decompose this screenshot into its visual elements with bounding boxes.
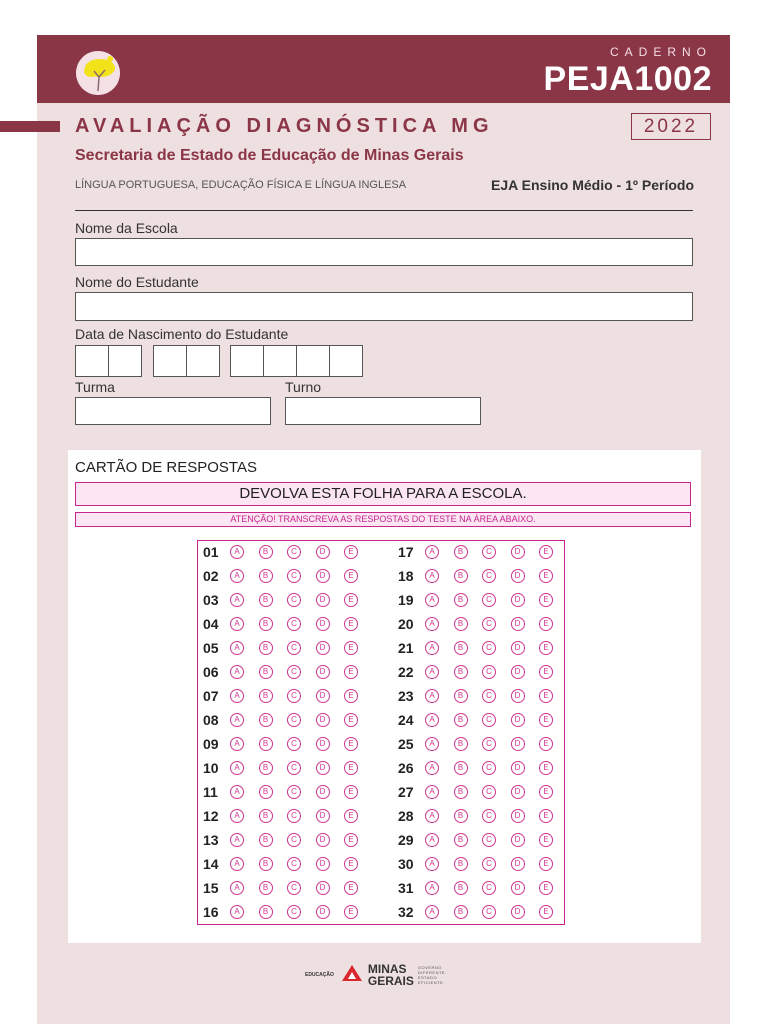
answer-bubble[interactable]: B: [259, 545, 273, 559]
answer-bubble[interactable]: D: [316, 809, 330, 823]
page-subtitle: Secretaria de Estado de Educação de Minas Gerais: [75, 147, 464, 164]
answer-bubble[interactable]: A: [425, 545, 439, 559]
question-number: 20: [398, 616, 414, 632]
answer-bubble[interactable]: D: [316, 593, 330, 607]
answer-bubble[interactable]: B: [454, 785, 468, 799]
answer-bubble[interactable]: A: [230, 665, 244, 679]
question-number: 10: [203, 760, 219, 776]
question-number: 28: [398, 808, 414, 824]
answer-bubble[interactable]: D: [316, 785, 330, 799]
answer-bubble[interactable]: B: [259, 905, 273, 919]
answer-bubble[interactable]: E: [344, 593, 358, 607]
answer-bubble[interactable]: E: [539, 545, 553, 559]
date-digit-box[interactable]: [230, 345, 264, 377]
answer-bubble[interactable]: D: [511, 833, 525, 847]
answer-bubble[interactable]: B: [259, 881, 273, 895]
question-number: 12: [203, 808, 219, 824]
answer-bubble[interactable]: D: [511, 857, 525, 871]
answer-bubble[interactable]: E: [539, 641, 553, 655]
answer-bubble[interactable]: C: [482, 569, 496, 583]
answer-bubble[interactable]: C: [287, 833, 301, 847]
answer-bubble[interactable]: E: [344, 641, 358, 655]
question-number: 02: [203, 568, 219, 584]
answer-row: [398, 684, 568, 708]
answer-bubble[interactable]: B: [259, 761, 273, 775]
answer-bubble[interactable]: D: [511, 881, 525, 895]
answer-bubble[interactable]: D: [511, 569, 525, 583]
answer-bubble[interactable]: A: [425, 569, 439, 583]
answer-bubble[interactable]: B: [454, 761, 468, 775]
answer-bubble[interactable]: D: [511, 737, 525, 751]
answer-bubble[interactable]: E: [539, 713, 553, 727]
answer-bubble[interactable]: D: [511, 617, 525, 631]
answer-row: [203, 756, 373, 780]
answer-bubble[interactable]: C: [287, 665, 301, 679]
question-number: 17: [398, 544, 414, 560]
answer-row: [398, 852, 568, 876]
answer-bubble[interactable]: D: [511, 905, 525, 919]
date-digit-box[interactable]: [263, 345, 297, 377]
question-number: 29: [398, 832, 414, 848]
answer-bubble[interactable]: C: [287, 545, 301, 559]
answer-bubble[interactable]: D: [511, 761, 525, 775]
course-level: EJA Ensino Médio - 1º Período: [491, 177, 694, 193]
question-number: 18: [398, 568, 414, 584]
answer-bubble[interactable]: D: [511, 785, 525, 799]
answer-bubble[interactable]: A: [230, 881, 244, 895]
answer-bubble[interactable]: E: [344, 737, 358, 751]
question-number: 03: [203, 592, 219, 608]
answer-row: [203, 780, 373, 804]
page-title: AVALIAÇÃO DIAGNÓSTICA MG: [75, 115, 494, 137]
answer-bubble[interactable]: C: [482, 713, 496, 727]
answer-bubble[interactable]: A: [230, 689, 244, 703]
answer-bubble[interactable]: E: [539, 665, 553, 679]
answer-bubble[interactable]: C: [287, 785, 301, 799]
answer-bubble[interactable]: D: [316, 713, 330, 727]
answer-bubble[interactable]: E: [539, 809, 553, 823]
caderno-label: CADERNO: [609, 45, 712, 59]
answer-bubble[interactable]: A: [230, 809, 244, 823]
answer-bubble[interactable]: A: [425, 713, 439, 727]
answer-bubble[interactable]: A: [230, 761, 244, 775]
answer-bubble[interactable]: D: [316, 905, 330, 919]
question-number: 31: [398, 880, 414, 896]
answer-bubble[interactable]: A: [425, 641, 439, 655]
answer-bubble[interactable]: D: [511, 641, 525, 655]
answer-bubble[interactable]: B: [454, 545, 468, 559]
answer-bubble[interactable]: C: [482, 881, 496, 895]
answer-row: [398, 708, 568, 732]
answer-bubble[interactable]: E: [539, 785, 553, 799]
answer-bubble[interactable]: B: [259, 857, 273, 871]
answer-bubble[interactable]: A: [230, 617, 244, 631]
date-digit-box[interactable]: [108, 345, 142, 377]
answer-bubble[interactable]: A: [425, 881, 439, 895]
answer-bubble[interactable]: B: [454, 713, 468, 727]
question-number: 24: [398, 712, 414, 728]
question-number: 22: [398, 664, 414, 680]
answer-bubble[interactable]: B: [259, 641, 273, 655]
answer-row: [203, 804, 373, 828]
question-number: 19: [398, 592, 414, 608]
answer-bubble[interactable]: C: [482, 761, 496, 775]
answer-row: [203, 540, 373, 564]
answer-bubble[interactable]: A: [425, 833, 439, 847]
answer-row: [398, 876, 568, 900]
answer-bubble[interactable]: B: [454, 833, 468, 847]
disciplines-text: LÍNGUA PORTUGUESA, EDUCAÇÃO FÍSICA E LÍNGUA INGLESA: [75, 179, 407, 191]
answer-bubble[interactable]: D: [316, 857, 330, 871]
answer-bubble[interactable]: C: [482, 641, 496, 655]
date-digit-box[interactable]: [186, 345, 220, 377]
answer-bubble[interactable]: D: [316, 569, 330, 583]
shift-label: Turno: [285, 379, 322, 395]
answer-bubble[interactable]: E: [344, 905, 358, 919]
answer-bubble[interactable]: B: [454, 569, 468, 583]
answer-bubble[interactable]: C: [482, 857, 496, 871]
answer-bubble[interactable]: C: [287, 641, 301, 655]
answer-bubble[interactable]: A: [230, 569, 244, 583]
transcribe-warning: ATENÇÃO! TRANSCREVA AS RESPOSTAS DO TESTE NA ÁREA ABAIXO.: [75, 512, 691, 527]
answer-bubble[interactable]: A: [425, 809, 439, 823]
answer-row: [203, 660, 373, 684]
answer-bubble[interactable]: C: [482, 593, 496, 607]
question-number: 21: [398, 640, 414, 656]
answer-bubble[interactable]: C: [482, 737, 496, 751]
answer-bubble[interactable]: A: [425, 761, 439, 775]
class-label: Turma: [75, 379, 115, 395]
answer-bubble[interactable]: A: [425, 785, 439, 799]
answer-row: [398, 564, 568, 588]
answer-bubble[interactable]: C: [482, 617, 496, 631]
footer-gerais: GERAIS: [367, 974, 414, 988]
question-number: 06: [203, 664, 219, 680]
answer-row: [203, 636, 373, 660]
answer-bubble[interactable]: E: [344, 617, 358, 631]
answer-bubble[interactable]: E: [539, 593, 553, 607]
answer-bubble[interactable]: E: [344, 569, 358, 583]
answer-row: [203, 852, 373, 876]
answer-row: [398, 900, 568, 924]
answer-bubble[interactable]: D: [511, 665, 525, 679]
birthdate-label: Data de Nascimento do Estudante: [75, 326, 289, 342]
minas-gerais-triangle-icon: [341, 964, 363, 987]
answer-row: [203, 828, 373, 852]
question-number: 27: [398, 784, 414, 800]
answer-bubble[interactable]: B: [259, 833, 273, 847]
answer-bubble[interactable]: A: [425, 593, 439, 607]
date-digit-box[interactable]: [75, 345, 109, 377]
answer-row: [398, 636, 568, 660]
answer-bubble[interactable]: B: [454, 905, 468, 919]
footer-tagline-4: EFICIENTE.: [417, 980, 445, 985]
answer-bubble[interactable]: E: [539, 617, 553, 631]
answer-row: [398, 828, 568, 852]
answer-bubble[interactable]: C: [482, 689, 496, 703]
footer-tagline-2: DIFERENTE.: [417, 970, 447, 975]
answer-bubble[interactable]: B: [259, 689, 273, 703]
answer-bubble[interactable]: E: [344, 761, 358, 775]
title-accent-bar: [0, 121, 60, 132]
answer-bubble[interactable]: B: [259, 737, 273, 751]
answer-row: [398, 588, 568, 612]
answer-bubble[interactable]: A: [425, 737, 439, 751]
question-number: 15: [203, 880, 219, 896]
answer-bubble[interactable]: B: [259, 665, 273, 679]
divider: [75, 210, 693, 211]
question-number: 01: [203, 544, 219, 560]
answer-bubble[interactable]: C: [287, 857, 301, 871]
answer-row: [203, 564, 373, 588]
answer-bubble[interactable]: D: [511, 593, 525, 607]
answer-bubble[interactable]: D: [316, 689, 330, 703]
return-notice: DEVOLVA ESTA FOLHA PARA A ESCOLA.: [75, 482, 691, 506]
answer-bubble[interactable]: D: [511, 809, 525, 823]
school-name-field[interactable]: [75, 238, 693, 266]
question-number: 09: [203, 736, 219, 752]
answer-row: [203, 708, 373, 732]
student-name-label: Nome do Estudante: [75, 274, 199, 290]
year-badge: 2022: [631, 113, 711, 140]
answer-bubble[interactable]: B: [454, 809, 468, 823]
answer-bubble[interactable]: A: [230, 545, 244, 559]
answer-bubble[interactable]: A: [425, 689, 439, 703]
answer-bubble[interactable]: E: [344, 785, 358, 799]
answer-bubble[interactable]: B: [454, 689, 468, 703]
answer-row: [203, 876, 373, 900]
answer-bubble[interactable]: A: [425, 665, 439, 679]
answer-bubble[interactable]: B: [454, 857, 468, 871]
answer-row: [203, 684, 373, 708]
answer-bubble[interactable]: E: [344, 713, 358, 727]
answer-bubble[interactable]: B: [259, 617, 273, 631]
answer-bubble[interactable]: A: [425, 617, 439, 631]
answer-bubble[interactable]: E: [344, 833, 358, 847]
birthdate-day-field[interactable]: [75, 345, 141, 377]
answer-row: [398, 780, 568, 804]
answer-row: [398, 660, 568, 684]
answer-bubble[interactable]: C: [287, 737, 301, 751]
answer-row: [398, 540, 568, 564]
answer-bubble[interactable]: B: [454, 593, 468, 607]
answer-row: [398, 612, 568, 636]
question-number: 07: [203, 688, 219, 704]
date-digit-box[interactable]: [153, 345, 187, 377]
answer-bubble[interactable]: E: [344, 809, 358, 823]
date-digit-box[interactable]: [296, 345, 330, 377]
question-number: 23: [398, 688, 414, 704]
answer-bubble[interactable]: E: [539, 689, 553, 703]
footer-minas: MINAS: [367, 962, 407, 976]
answer-bubble[interactable]: D: [316, 617, 330, 631]
answer-bubble[interactable]: B: [454, 641, 468, 655]
answer-row: [203, 588, 373, 612]
answer-bubble[interactable]: E: [344, 689, 358, 703]
answer-bubble[interactable]: D: [511, 689, 525, 703]
answer-bubble[interactable]: D: [316, 737, 330, 751]
question-number: 25: [398, 736, 414, 752]
answer-bubble[interactable]: A: [230, 785, 244, 799]
answer-bubble[interactable]: A: [230, 737, 244, 751]
answer-bubble[interactable]: C: [482, 809, 496, 823]
answer-bubble[interactable]: A: [230, 857, 244, 871]
answer-bubble[interactable]: C: [287, 905, 301, 919]
question-number: 08: [203, 712, 219, 728]
answer-bubble[interactable]: C: [287, 713, 301, 727]
answer-sheet-title: CARTÃO DE RESPOSTAS: [75, 459, 257, 476]
question-number: 14: [203, 856, 219, 872]
answer-bubble[interactable]: A: [230, 833, 244, 847]
student-name-field[interactable]: [75, 292, 693, 321]
answer-bubble[interactable]: B: [259, 569, 273, 583]
caderno-code: PEJA1002: [543, 60, 712, 98]
answer-bubble[interactable]: E: [344, 665, 358, 679]
answer-bubble[interactable]: A: [230, 713, 244, 727]
answer-bubble[interactable]: E: [539, 569, 553, 583]
question-number: 11: [203, 784, 218, 800]
answer-bubble[interactable]: E: [344, 545, 358, 559]
answer-row: [203, 612, 373, 636]
answer-bubble[interactable]: A: [230, 593, 244, 607]
answer-bubble[interactable]: C: [482, 833, 496, 847]
question-number: 16: [203, 904, 219, 920]
answer-bubble[interactable]: A: [425, 857, 439, 871]
answer-bubble[interactable]: C: [287, 809, 301, 823]
birthdate-year-field[interactable]: [230, 345, 362, 377]
question-number: 26: [398, 760, 414, 776]
answer-bubble[interactable]: D: [316, 881, 330, 895]
answer-bubble[interactable]: D: [316, 641, 330, 655]
footer-tagline-3: ESTADO: [417, 975, 438, 980]
answer-bubble[interactable]: E: [539, 881, 553, 895]
answer-bubble[interactable]: C: [287, 689, 301, 703]
answer-bubble[interactable]: C: [482, 905, 496, 919]
answer-bubble[interactable]: E: [344, 857, 358, 871]
tree-logo-icon: [76, 51, 120, 95]
answer-bubble[interactable]: E: [344, 881, 358, 895]
answer-bubble[interactable]: B: [454, 665, 468, 679]
answer-row: [203, 900, 373, 924]
footer-logo: [305, 960, 447, 990]
answer-bubble[interactable]: E: [539, 833, 553, 847]
answer-row: [398, 756, 568, 780]
footer-tagline-1: GOVERNO: [417, 965, 442, 970]
answer-bubble[interactable]: B: [454, 617, 468, 631]
answer-bubble[interactable]: C: [482, 785, 496, 799]
answer-bubble[interactable]: D: [316, 665, 330, 679]
answer-bubble[interactable]: C: [482, 545, 496, 559]
school-name-label: Nome da Escola: [75, 220, 178, 236]
answer-bubble[interactable]: D: [511, 713, 525, 727]
answer-bubble[interactable]: D: [511, 545, 525, 559]
answer-bubble[interactable]: C: [287, 569, 301, 583]
answer-bubble[interactable]: D: [316, 833, 330, 847]
answer-bubble[interactable]: B: [259, 713, 273, 727]
class-field[interactable]: [75, 397, 271, 425]
question-number: 04: [203, 616, 219, 632]
answer-bubble[interactable]: A: [230, 905, 244, 919]
answer-bubble[interactable]: B: [259, 593, 273, 607]
answer-bubble[interactable]: E: [539, 761, 553, 775]
answer-bubble[interactable]: D: [316, 545, 330, 559]
answer-bubble[interactable]: B: [454, 881, 468, 895]
answer-bubble[interactable]: E: [539, 905, 553, 919]
answer-bubble[interactable]: A: [425, 905, 439, 919]
question-number: 32: [398, 904, 414, 920]
shift-field[interactable]: [285, 397, 481, 425]
answer-bubble[interactable]: C: [482, 665, 496, 679]
answer-bubble[interactable]: A: [230, 641, 244, 655]
footer-educacao-text: EDUCAÇÃO: [305, 972, 334, 978]
date-digit-box[interactable]: [329, 345, 363, 377]
birthdate-month-field[interactable]: [153, 345, 219, 377]
answer-row: [203, 732, 373, 756]
question-number: 05: [203, 640, 219, 656]
answer-bubble[interactable]: C: [287, 761, 301, 775]
answer-bubble[interactable]: B: [454, 737, 468, 751]
answer-bubble[interactable]: C: [287, 881, 301, 895]
answer-bubble[interactable]: E: [539, 857, 553, 871]
answer-row: [398, 732, 568, 756]
answer-bubble[interactable]: B: [259, 785, 273, 799]
answer-bubble[interactable]: D: [316, 761, 330, 775]
answer-row: [398, 804, 568, 828]
answer-bubble[interactable]: E: [539, 737, 553, 751]
answer-bubble[interactable]: C: [287, 617, 301, 631]
answer-bubble[interactable]: C: [287, 593, 301, 607]
answer-bubble[interactable]: B: [259, 809, 273, 823]
question-number: 30: [398, 856, 414, 872]
question-number: 13: [203, 832, 219, 848]
